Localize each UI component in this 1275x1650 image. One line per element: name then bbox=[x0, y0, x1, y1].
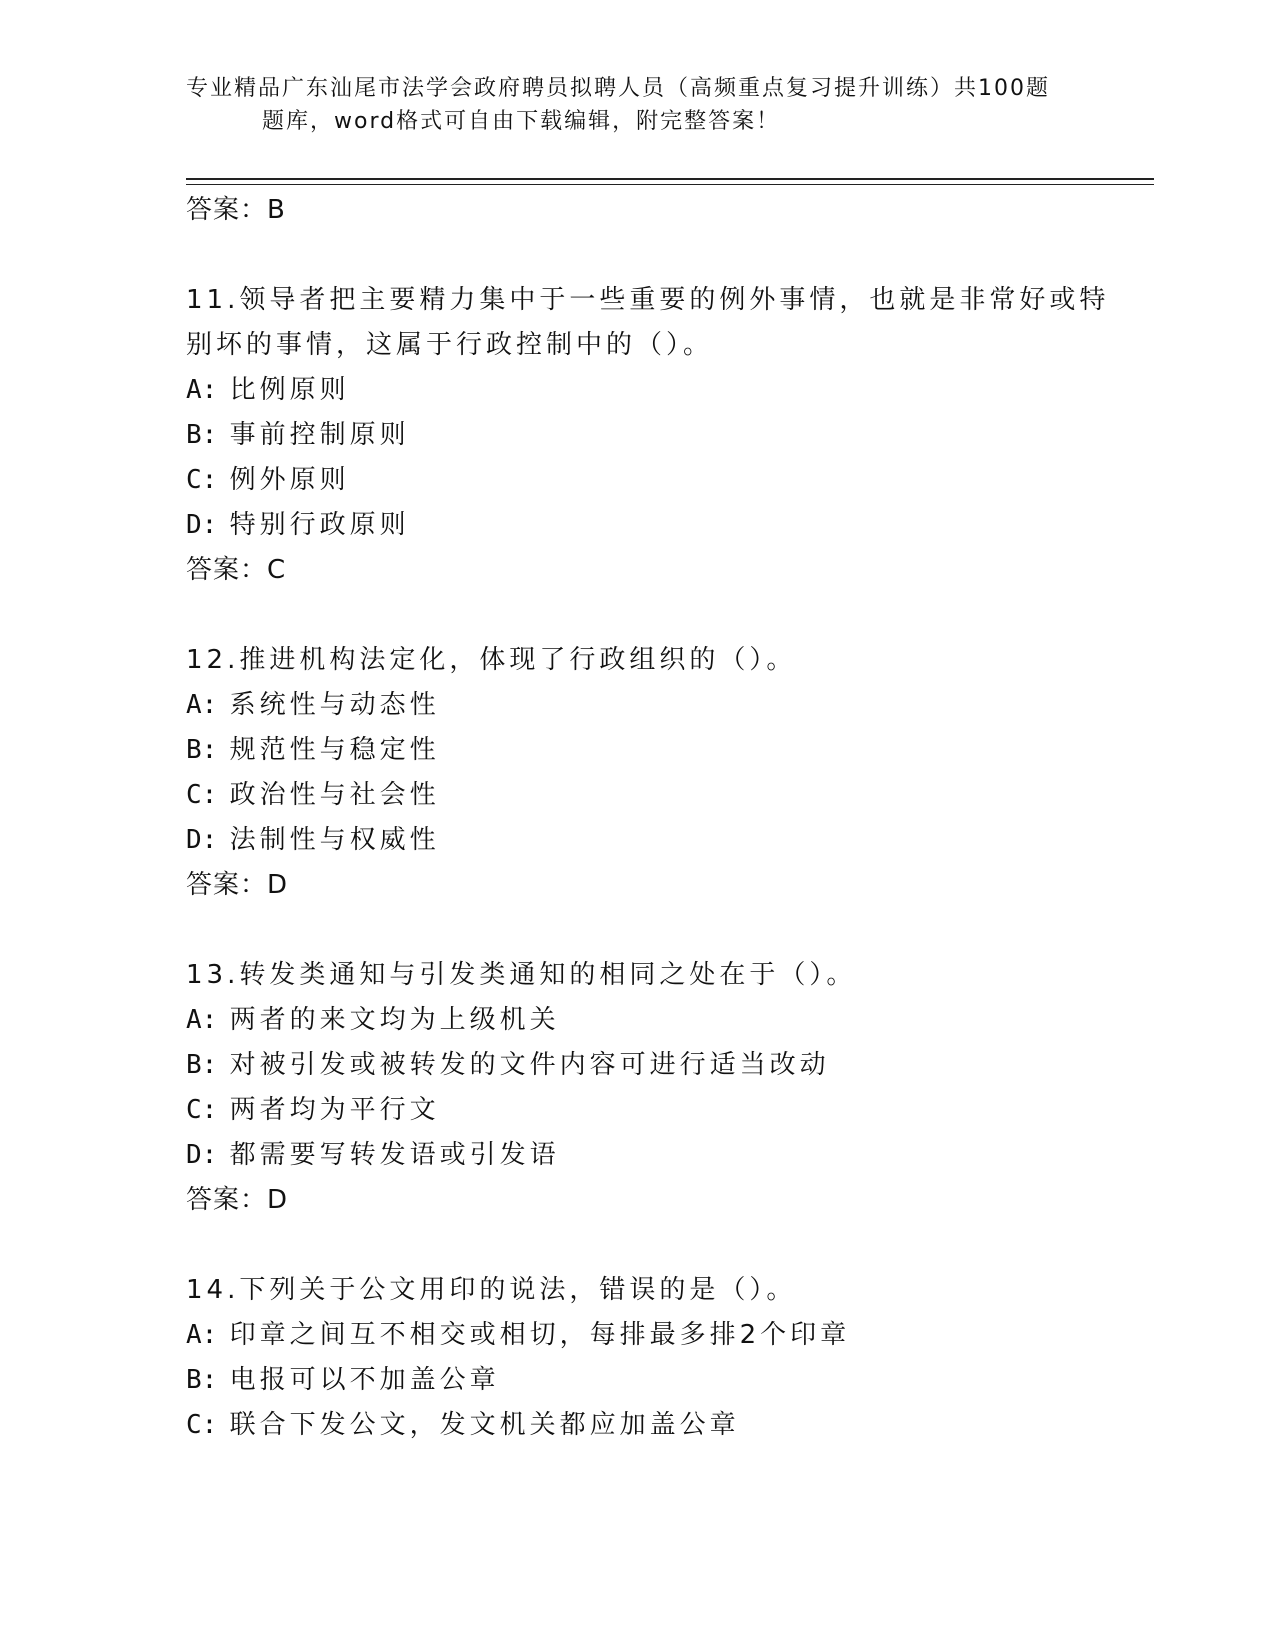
option-text: 比例原则 bbox=[229, 375, 350, 405]
option-text: 系统性与动态性 bbox=[229, 690, 440, 720]
question-stem: 14.下列关于公文用印的说法，错误的是（）。 bbox=[186, 1275, 797, 1305]
spacer bbox=[186, 593, 1154, 638]
option-key: B: bbox=[186, 1365, 218, 1395]
answer-label: 答案：D bbox=[186, 870, 289, 900]
option-b bbox=[186, 413, 1154, 458]
option-key: C: bbox=[186, 1095, 218, 1125]
option-a bbox=[186, 998, 1154, 1043]
option-text: 电报可以不加盖公章 bbox=[229, 1365, 500, 1395]
header-line-1: 专业精品广东汕尾市法学会政府聘员拟聘人员（高频重点复习提升训练）共100题 bbox=[186, 76, 1050, 101]
option-text: 联合下发公文，发文机关都应加盖公章 bbox=[229, 1410, 740, 1440]
spacer bbox=[186, 233, 1154, 278]
question-14 bbox=[186, 1268, 1154, 1448]
answer-label: 答案：B bbox=[186, 195, 286, 225]
option-c bbox=[186, 458, 1154, 503]
option-c bbox=[186, 773, 1154, 818]
option-d bbox=[186, 503, 1154, 548]
option-key: D: bbox=[186, 825, 218, 855]
option-key: A: bbox=[186, 375, 218, 405]
option-text: 印章之间互不相交或相切，每排最多排2个印章 bbox=[229, 1320, 851, 1350]
option-a bbox=[186, 683, 1154, 728]
option-text: 都需要写转发语或引发语 bbox=[229, 1140, 560, 1170]
option-d bbox=[186, 818, 1154, 863]
question-stem: 13.转发类通知与引发类通知的相同之处在于（）。 bbox=[186, 960, 857, 990]
option-text: 规范性与稳定性 bbox=[229, 735, 440, 765]
option-b bbox=[186, 728, 1154, 773]
option-key: D: bbox=[186, 1140, 218, 1170]
option-a bbox=[186, 1313, 1154, 1358]
option-key: A: bbox=[186, 1005, 218, 1035]
header-rule-thick bbox=[186, 178, 1154, 180]
option-text: 两者的来文均为上级机关 bbox=[229, 1005, 560, 1035]
option-text: 例外原则 bbox=[229, 465, 350, 495]
option-key: B: bbox=[186, 1050, 218, 1080]
question-stem: 11.领导者把主要精力集中于一些重要的例外事情，也就是非常好或特 bbox=[186, 285, 1110, 315]
option-c bbox=[186, 1088, 1154, 1133]
option-text: 特别行政原则 bbox=[229, 510, 410, 540]
option-key: C: bbox=[186, 465, 218, 495]
option-d bbox=[186, 1133, 1154, 1178]
option-text: 政治性与社会性 bbox=[229, 780, 440, 810]
document-header bbox=[186, 72, 1086, 138]
answer-label: 答案：C bbox=[186, 555, 287, 585]
header-rule-thin bbox=[186, 184, 1154, 185]
spacer bbox=[186, 1223, 1154, 1268]
option-key: C: bbox=[186, 1410, 218, 1440]
question-12 bbox=[186, 638, 1154, 908]
spacer bbox=[186, 908, 1154, 953]
option-text: 两者均为平行文 bbox=[229, 1095, 440, 1125]
option-c bbox=[186, 1403, 1154, 1448]
option-b bbox=[186, 1358, 1154, 1403]
question-13 bbox=[186, 953, 1154, 1223]
question-stem: 12.推进机构法定化，体现了行政组织的（）。 bbox=[186, 645, 797, 675]
option-text: 对被引发或被转发的文件内容可进行适当改动 bbox=[229, 1050, 830, 1080]
document-body bbox=[186, 188, 1154, 1448]
option-text: 法制性与权威性 bbox=[229, 825, 440, 855]
option-a bbox=[186, 368, 1154, 413]
option-key: A: bbox=[186, 1320, 218, 1350]
option-key: B: bbox=[186, 420, 218, 450]
option-text: 事前控制原则 bbox=[229, 420, 410, 450]
answer-label: 答案：D bbox=[186, 1185, 289, 1215]
option-key: C: bbox=[186, 780, 218, 810]
header-line-2: 题库，word格式可自由下载编辑，附完整答案！ bbox=[262, 109, 781, 134]
option-key: A: bbox=[186, 690, 218, 720]
option-b bbox=[186, 1043, 1154, 1088]
option-key: D: bbox=[186, 510, 218, 540]
question-stem-continued: 别坏的事情，这属于行政控制中的（）。 bbox=[186, 330, 714, 360]
option-key: B: bbox=[186, 735, 218, 765]
question-11 bbox=[186, 278, 1154, 593]
